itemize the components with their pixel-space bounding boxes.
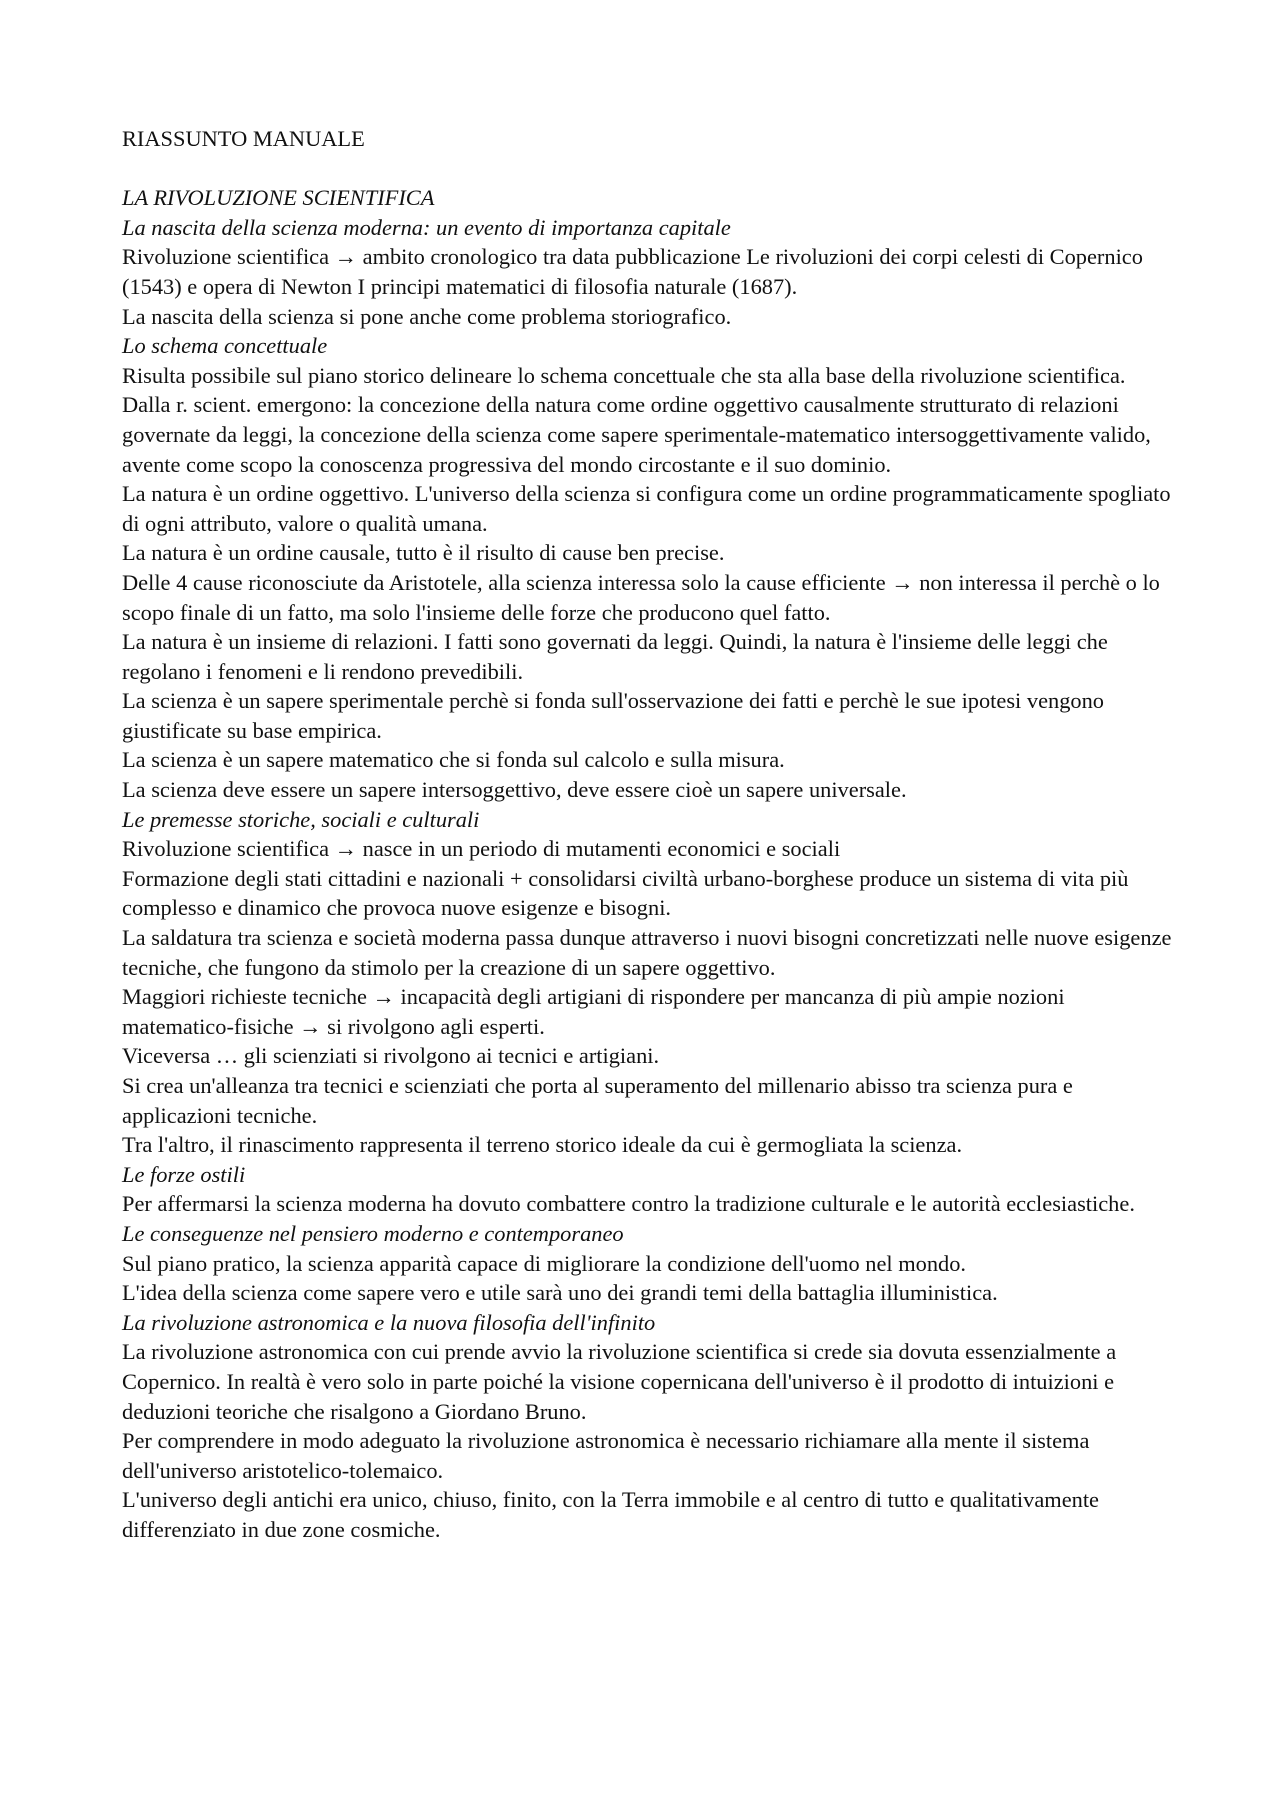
paragraph: Rivoluzione scientifica → ambito cronologico tra data pubblicazione Le rivoluzioni dei corpi celesti di Copernico (1543) e opera di Newton I principi matematici di filosofia naturale (1687). bbox=[122, 244, 1143, 299]
paragraph: La scienza è un sapere matematico che si fonda sul calcolo e sulla misura. bbox=[122, 747, 785, 773]
paragraph: Si crea un'alleanza tra tecnici e scienziati che porta al superamento del millenario abisso tra scienza pura e applicazioni tecniche. bbox=[122, 1073, 1073, 1128]
paragraph: Dalla r. scient. emergono: la concezione della natura come ordine oggettivo causalmente strutturato di relazioni governate da leggi, la concezione della scienza come sapere sperimentale-matematico intersoggettivamente valido, avente come scopo la conoscenza progressiva del mondo circostante e il suo dominio. bbox=[122, 392, 1151, 477]
paragraph: La natura è un ordine causale, tutto è il risulto di cause ben precise. bbox=[122, 540, 725, 566]
paragraph: La nascita della scienza si pone anche come problema storiografico. bbox=[122, 303, 732, 329]
subtitle: Le conseguenze nel pensiero moderno e contemporaneo bbox=[122, 1220, 624, 1246]
subtitle: Le forze ostili bbox=[122, 1161, 246, 1187]
paragraph: Per comprendere in modo adeguato la rivoluzione astronomica è necessario richiamare alla mente il sistema dell'universo aristotelico-tolemaico. bbox=[122, 1428, 1090, 1483]
paragraph: La scienza deve essere un sapere intersoggettivo, deve essere cioè un sapere universale. bbox=[122, 777, 907, 803]
blank-line bbox=[122, 154, 1172, 184]
paragraph: L'idea della scienza come sapere vero e utile sarà uno dei grandi temi della battaglia illuministica. bbox=[122, 1280, 998, 1306]
paragraph: L'universo degli antichi era unico, chiuso, finito, con la Terra immobile e al centro di tutto e qualitativamente differenziato in due zone cosmiche. bbox=[122, 1487, 1099, 1542]
paragraph: La saldatura tra scienza e società moderna passa dunque attraverso i nuovi bisogni concretizzati nelle nuove esigenze tecniche, che fungono da stimolo per la creazione di un sapere oggettivo. bbox=[122, 925, 1172, 980]
paragraph: Sul piano pratico, la scienza apparità capace di migliorare la condizione dell'uomo nel mondo. bbox=[122, 1250, 967, 1276]
paragraph: Formazione degli stati cittadini e nazionali + consolidarsi civiltà urbano-borghese produce un sistema di vita più complesso e dinamico che provoca nuove esigenze e bisogni. bbox=[122, 865, 1129, 921]
paragraph: Risulta possibile sul piano storico delineare lo schema concettuale che sta alla base della rivoluzione scientifica. bbox=[122, 362, 1126, 388]
section-title: LA RIVOLUZIONE SCIENTIFICA bbox=[122, 185, 435, 211]
paragraph: Delle 4 cause riconosciute da Aristotele, alla scienza interessa solo la cause efficiente → non interessa il perchè o lo scopo finale di un fatto, ma solo l'insieme delle forze che producono quel fatto. bbox=[122, 569, 1160, 625]
paragraph: Per affermarsi la scienza moderna ha dovuto combattere contro la tradizione culturale e le autorità ecclesiastiche. bbox=[122, 1191, 1135, 1217]
paragraph: Tra l'altro, il rinascimento rappresenta il terreno storico ideale da cui è germogliata la scienza. bbox=[122, 1132, 963, 1158]
subtitle: Lo schema concettuale bbox=[122, 333, 328, 359]
paragraph: La natura è un ordine oggettivo. L'universo della scienza si configura come un ordine programmaticamente spogliato di ogni attributo, valore o qualità umana. bbox=[122, 481, 1171, 536]
document-page bbox=[122, 124, 1172, 1545]
paragraph: Viceversa … gli scienziati si rivolgono ai tecnici e artigiani. bbox=[122, 1043, 660, 1069]
subtitle: La nascita della scienza moderna: un evento di importanza capitale bbox=[122, 214, 731, 240]
paragraph: La natura è un insieme di relazioni. I fatti sono governati da leggi. Quindi, la natura è l'insieme delle leggi che regolano i fenomeni e li rendono prevedibili. bbox=[122, 629, 1108, 684]
paragraph: Maggiori richieste tecniche → incapacità degli artigiani di rispondere per mancanza di più ampie nozioni matematico-fisiche → si rivolgono agli esperti. bbox=[122, 984, 1065, 1039]
document-title: RIASSUNTO MANUALE bbox=[122, 126, 365, 151]
subtitle: La rivoluzione astronomica e la nuova filosofia dell'infinito bbox=[122, 1309, 656, 1335]
subtitle: Le premesse storiche, sociali e culturali bbox=[122, 806, 480, 832]
paragraph: La scienza è un sapere sperimentale perchè si fonda sull'osservazione dei fatti e perchè le sue ipotesi vengono giustificate su base empirica. bbox=[122, 688, 1104, 743]
paragraph: La rivoluzione astronomica con cui prende avvio la rivoluzione scientifica si crede sia dovuta essenzialmente a Copernico. In realtà è vero solo in parte poiché la visione copernicana dell'universo è il prodotto di intuizioni e deduzioni teoriche che risalgono a Giordano Bruno. bbox=[122, 1339, 1117, 1424]
paragraph: Rivoluzione scientifica → nasce in un periodo di mutamenti economici e sociali bbox=[122, 836, 841, 862]
